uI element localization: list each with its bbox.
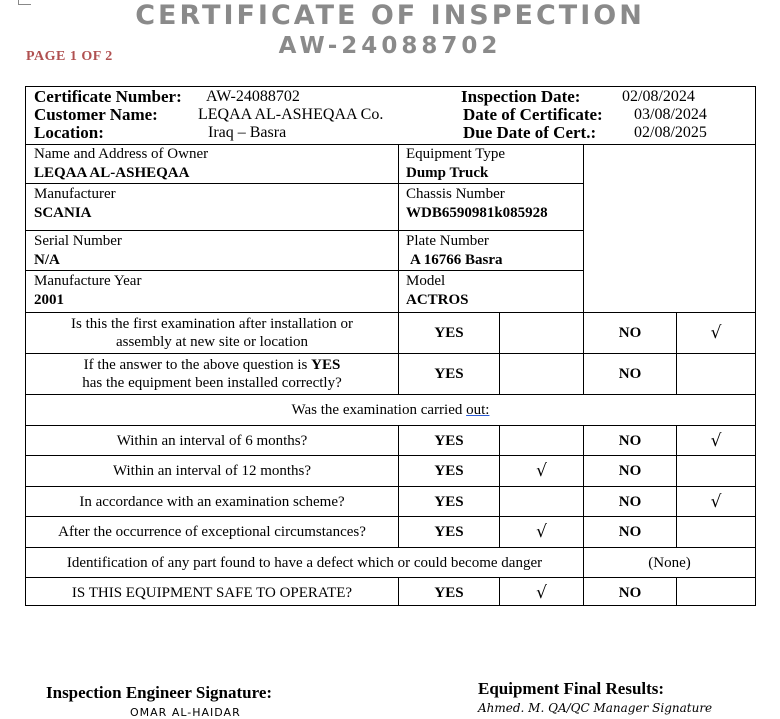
- yes-label: YES: [434, 325, 464, 341]
- inspection-table: [25, 86, 756, 606]
- check-mark-yes: √: [536, 461, 547, 481]
- customer-value: LEQAA AL-ASHEQAA Co.: [198, 106, 384, 123]
- model-value: ACTROS: [406, 292, 469, 308]
- yes-label: YES: [434, 524, 464, 540]
- owner-value: LEQAA AL-ASHEQAA: [34, 165, 190, 181]
- chassis-label: Chassis Number: [406, 186, 505, 202]
- rule: [676, 577, 677, 606]
- question-installed-line2: has the equipment been installed correctly?: [82, 375, 342, 391]
- equipment-type-label: Equipment Type: [406, 146, 506, 162]
- date-of-certificate-label: Date of Certificate:: [463, 105, 603, 124]
- certificate-title: CERTIFICATE OF INSPECTION: [135, 0, 645, 31]
- equipment-type-value: Dump Truck: [406, 165, 489, 181]
- examination-carried-out: [26, 395, 755, 425]
- final-results-label: Equipment Final Results:: [478, 679, 665, 698]
- owner-label: Name and Address of Owner: [34, 146, 209, 162]
- safe-to-operate: IS THIS EQUIPMENT SAFE TO OPERATE?: [71, 584, 353, 601]
- question-first-exam: [26, 313, 398, 353]
- defect-value: (None): [648, 554, 691, 571]
- cert-number-label: Certificate Number:: [34, 87, 182, 106]
- no-label: NO: [618, 463, 642, 479]
- no-label: NO: [618, 325, 642, 341]
- question-first-exam-line2: assembly at new site or location: [115, 334, 309, 350]
- engineer-name: OMAR AL-HAIDAR: [130, 706, 241, 719]
- row-12-months: Within an interval of 12 months?: [112, 463, 312, 479]
- question-installed-yes: YES: [311, 357, 341, 373]
- carried-out-underlined: out:: [466, 402, 490, 418]
- question-installed-pre: If the answer to the above question is: [83, 357, 312, 373]
- chassis-value: WDB6590981k085928: [406, 205, 548, 221]
- no-label: NO: [618, 366, 642, 382]
- yes-label: YES: [434, 493, 464, 510]
- due-date-label: Due Date of Cert.:: [463, 123, 597, 142]
- check-mark-no: √: [710, 491, 722, 512]
- inspection-date-label: Inspection Date:: [461, 87, 581, 106]
- serial-value: N/A: [34, 252, 60, 268]
- year-label: Manufacture Year: [34, 273, 142, 289]
- no-label: NO: [618, 524, 642, 540]
- no-label: NO: [618, 432, 642, 449]
- customer-label: Customer Name:: [34, 105, 158, 124]
- question-installed-line1: [84, 356, 341, 374]
- model-label: Model: [406, 273, 446, 289]
- row-exceptional-circumstances: After the occurrence of exceptional circumstances?: [58, 524, 366, 540]
- check-mark-yes: √: [536, 522, 547, 542]
- yes-label: YES: [434, 463, 464, 479]
- rule: [583, 144, 584, 313]
- certificate-number-banner: AW-24088702: [278, 33, 502, 59]
- no-label: NO: [618, 584, 642, 601]
- rule: [26, 270, 583, 271]
- check-mark-no: √: [710, 430, 722, 451]
- yes-label: YES: [434, 432, 464, 449]
- check-mark-yes: √: [536, 582, 547, 603]
- location-value: Iraq – Basra: [208, 124, 287, 141]
- manufacturer-label: Manufacturer: [34, 186, 116, 202]
- check-mark-no: √: [710, 323, 722, 343]
- manager-signature: Ahmed. M. QA/QC Manager Signature: [478, 701, 713, 715]
- rule: [26, 183, 583, 184]
- inspection-date-value: 02/08/2024: [622, 88, 695, 105]
- cert-number-value: AW-24088702: [206, 88, 300, 105]
- carried-out-text: Was the examination carried: [291, 402, 463, 418]
- row-6-months: Within an interval of 6 months?: [116, 432, 308, 449]
- engineer-signature-label: Inspection Engineer Signature:: [46, 683, 273, 702]
- question-installed-correctly: [26, 354, 398, 394]
- serial-label: Serial Number: [34, 233, 122, 249]
- question-first-exam-line1: Is this the first examination after installation or: [70, 316, 353, 332]
- location-label: Location:: [34, 123, 104, 142]
- yes-label: YES: [434, 584, 464, 601]
- year-value: 2001: [34, 292, 64, 308]
- rule: [499, 312, 500, 394]
- no-label: NO: [618, 493, 642, 510]
- yes-label: YES: [434, 366, 464, 382]
- row-examination-scheme: In accordance with an examination scheme?: [79, 493, 345, 510]
- plate-value: A 16766 Basra: [410, 252, 503, 268]
- page-indicator: PAGE 1 OF 2: [26, 49, 113, 64]
- plate-label: Plate Number: [406, 233, 489, 249]
- due-date-value: 02/08/2025: [634, 124, 707, 141]
- defect-identification: Identification of any part found to have a defect which or could become danger: [66, 554, 543, 571]
- rule: [26, 230, 583, 231]
- date-of-certificate-value: 03/08/2024: [634, 106, 707, 123]
- manufacturer-value: SCANIA: [34, 205, 92, 221]
